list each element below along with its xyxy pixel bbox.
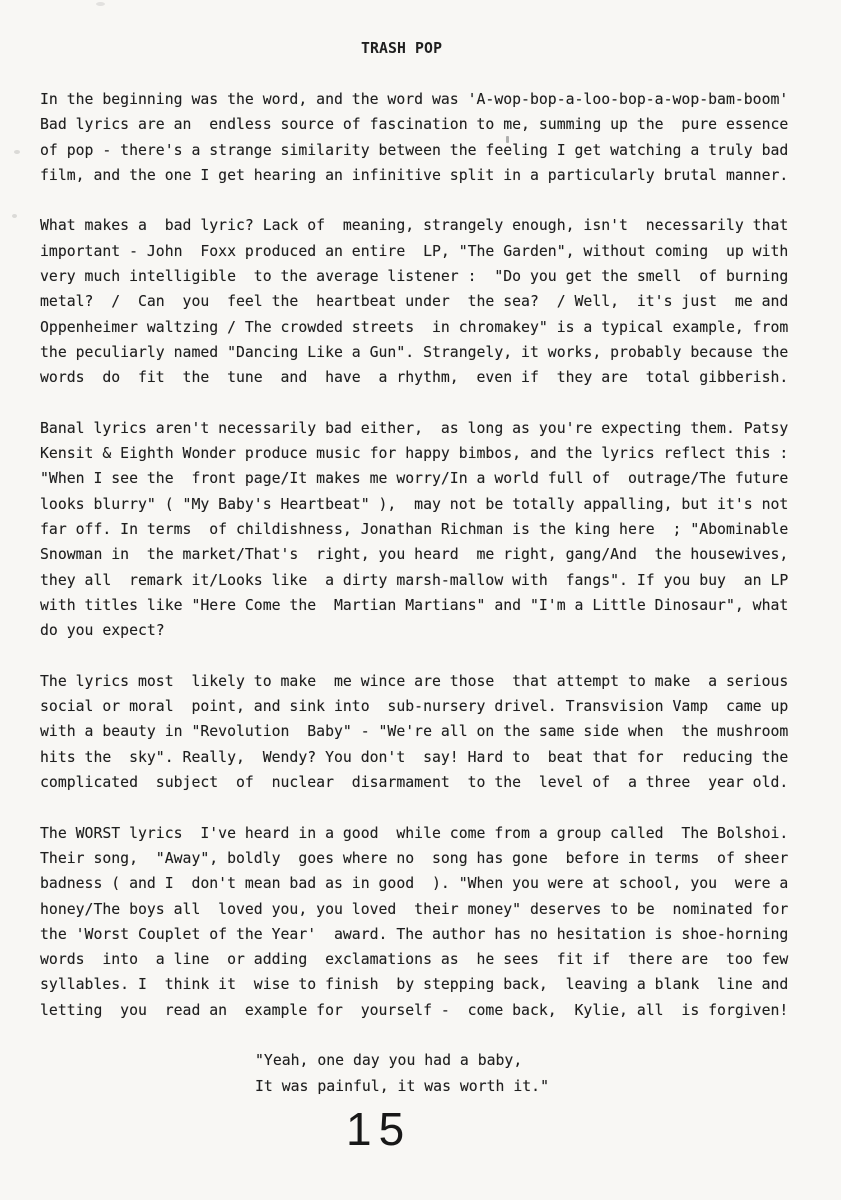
text-line: In the beginning was the word, and the word was 'A-wop-bop-a-loo-bop-a-wop-bam-boom' [40, 91, 789, 108]
text-line: complicated subject of nuclear disarmament to the level of a three year old. [40, 774, 789, 792]
text-line: words into a line or adding exclamations as he sees fit if there are too few [40, 951, 789, 969]
text-line: metal? / Can you feel the heartbeat under the sea? / Well, it's just me and [40, 293, 789, 311]
text-line: syllables. I think it wise to finish by stepping back, leaving a blank line and [40, 976, 789, 994]
scan-speck [12, 214, 17, 218]
quote-line: "Yeah, one day you had a baby, [255, 1052, 523, 1070]
text-line: Banal lyrics aren't necessarily bad either, as long as you're expecting them. Patsy [40, 419, 789, 437]
text-line: The lyrics most likely to make me wince are those that attempt to make a serious [40, 672, 789, 690]
page-title: TRASH POP [361, 40, 443, 57]
text-line: with a beauty in "Revolution Baby" - "We're all on the same side when the mushroom [40, 723, 789, 741]
closing-lyric-quote [255, 1048, 810, 1099]
quote-line: It was painful, it was worth it." [255, 1077, 549, 1095]
scan-speck [14, 150, 20, 154]
scan-speck [96, 2, 105, 6]
text-line: badness ( and I don't mean bad as in good ). "When you were at school, you were a [40, 875, 789, 893]
text-line: social or moral point, and sink into sub-nursery drivel. Transvision Vamp came up [40, 698, 789, 716]
text-line: do you expect? [40, 622, 165, 640]
text-line: important - John Foxx produced an entire LP, "The Garden", without coming up with [40, 242, 789, 260]
paragraph-3 [40, 416, 810, 644]
text-line: they all remark it/Looks like a dirty marsh-mallow with fangs". If you buy an LP [40, 571, 789, 589]
text-line: "When I see the front page/It makes me worry/In a world full of outrage/The future [40, 470, 789, 488]
text-line: looks blurry" ( "My Baby's Heartbeat" ), may not be totally appalling, but it's not [40, 495, 789, 513]
text-line: letting you read an example for yourself - come back, Kylie, all is forgiven! [40, 1001, 789, 1019]
text-line: Their song, "Away", boldly goes where no song has gone before in terms of sheer [40, 849, 789, 867]
paragraph-2 [40, 213, 810, 390]
text-line: far off. In terms of childishness, Jonathan Richman is the king here ; "Abominable [40, 521, 789, 539]
text-line: Bad lyrics are an endless source of fascination to me, summing up the pure essence [40, 116, 789, 134]
text-line: The WORST lyrics I've heard in a good while come from a group called The Bolshoi. [40, 824, 789, 842]
text-line: with titles like "Here Come the Martian Martians" and "I'm a Little Dinosaur", what [40, 596, 789, 614]
text-line: the 'Worst Couplet of the Year' award. The author has no hesitation is shoe-horning [40, 925, 789, 943]
text-line: What makes a bad lyric? Lack of meaning, strangely enough, isn't necessarily that [40, 217, 789, 235]
text-line: the peculiarly named "Dancing Like a Gun". Strangely, it works, probably because the [40, 343, 789, 361]
text-line: Oppenheimer waltzing / The crowded streets in chromakey" is a typical example, from [40, 318, 789, 336]
text-line: of pop - there's a strange similarity between the feeling I get watching a truly bad [40, 141, 789, 159]
text-line: Snowman in the market/That's right, you heard me right, gang/And the housewives, [40, 546, 789, 564]
text-line: film, and the one I get hearing an infinitive split in a particularly brutal manner. [40, 166, 789, 184]
paragraph-5 [40, 821, 810, 1023]
text-line: hits the sky". Really, Wendy? You don't say! Hard to beat that for reducing the [40, 748, 789, 766]
paragraph-4 [40, 669, 810, 795]
text-line: honey/The boys all loved you, you loved their money" deserves to be nominated for [40, 900, 789, 918]
text-line: very much intelligible to the average listener : "Do you get the smell of burning [40, 268, 789, 286]
page-number: 15 [346, 1102, 412, 1155]
paragraph-1 [40, 87, 810, 188]
article-body [40, 87, 810, 1156]
text-line: words do fit the tune and have a rhythm, even if they are total gibberish. [40, 369, 789, 387]
text-line: Kensit & Eighth Wonder produce music for happy bimbos, and the lyrics reflect this : [40, 445, 789, 463]
